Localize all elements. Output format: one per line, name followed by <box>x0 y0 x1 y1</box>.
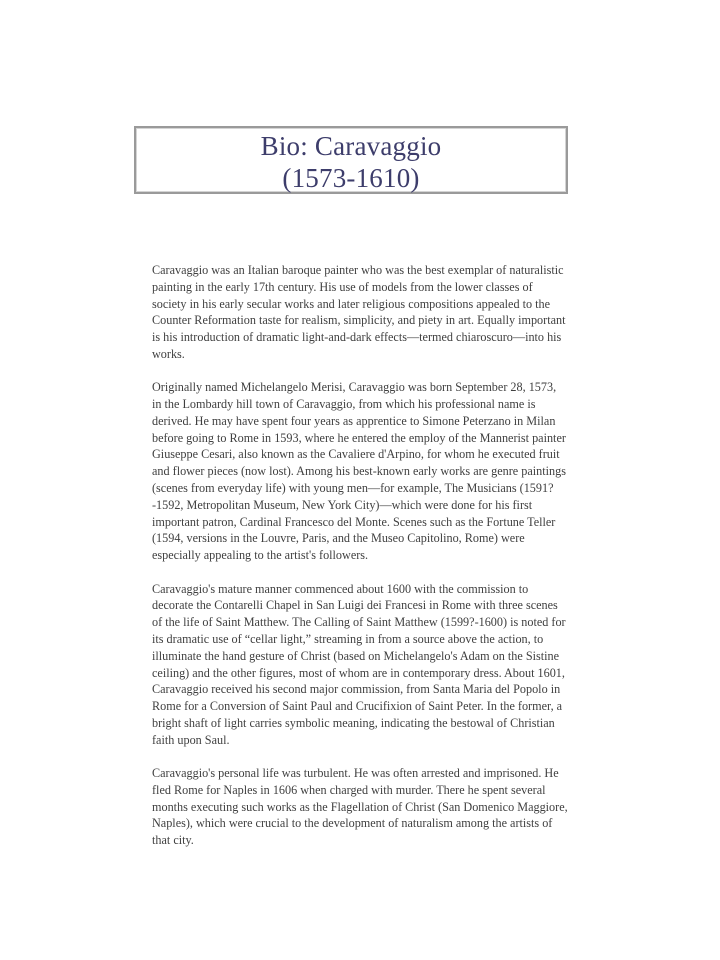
title-box <box>134 126 568 194</box>
document-body <box>152 262 568 866</box>
page-title: Bio: Caravaggio <box>260 131 442 161</box>
paragraph-early-life: Originally named Michelangelo Merisi, Caravaggio was born September 28, 1573, in the Lombardy hill town of Caravaggio, from which his professional name is derived. He may have spent four years as apprentice to Simone Peterzano in Milan before going to Rome in 1593, where he entered the employ of the Mannerist painter Giuseppe Cesari, also known as the Cavaliere d'Arpino, for whom he executed fruit and flower pieces (now lost). Among his best-known early works are genre paintings (scenes from everyday life) with young men—for example, The Musicians (1591?-1592, Metropolitan Museum, New York City)—which were done for his first important patron, Cardinal Francesco del Monte. Scenes such as the Fortune Teller (1594, versions in the Louvre, Paris, and the Museo Capitolino, Rome) were especially appealing to the artist's followers. <box>152 380 566 563</box>
page-subtitle-dates: (1573-1610) <box>282 163 420 193</box>
paragraph-mature-manner: Caravaggio's mature manner commenced about 1600 with the commission to decorate the Contarelli Chapel in San Luigi dei Francesi in Rome with three scenes of the life of Saint Matthew. The Calling of Saint Matthew (1599?-1600) is noted for its dramatic use of “cellar light,” streaming in from a source above the action, to illuminate the hand gesture of Christ (based on Michelangelo's Adam on the Sistine ceiling) and the other figures, most of whom are in contemporary dress. About 1601, Caravaggio received his second major commission, from Santa Maria del Popolo in Rome for a Conversion of Saint Paul and Crucifixion of Saint Peter. In the former, a bright shaft of light carries symbolic meaning, indicating the bestowal of Christian faith upon Saul. <box>152 581 566 747</box>
paragraph-personal-life: Caravaggio's personal life was turbulent. He was often arrested and imprisoned. He fled Rome for Naples in 1606 when charged with murder. There he spent several months executing such works as the Flagellation of Christ (San Domenico Maggiore, Naples), which were crucial to the development of naturalism among the artists of that city. <box>152 766 568 848</box>
paragraph-intro: Caravaggio was an Italian baroque painter who was the best exemplar of naturalistic painting in the early 17th century. His use of models from the lower classes of society in his early secular works and later religious compositions appealed to the Counter Reformation taste for realism, simplicity, and piety in art. Equally important is his introduction of dramatic light-and-dark effects—termed chiaroscuro—into his works. <box>152 263 566 361</box>
